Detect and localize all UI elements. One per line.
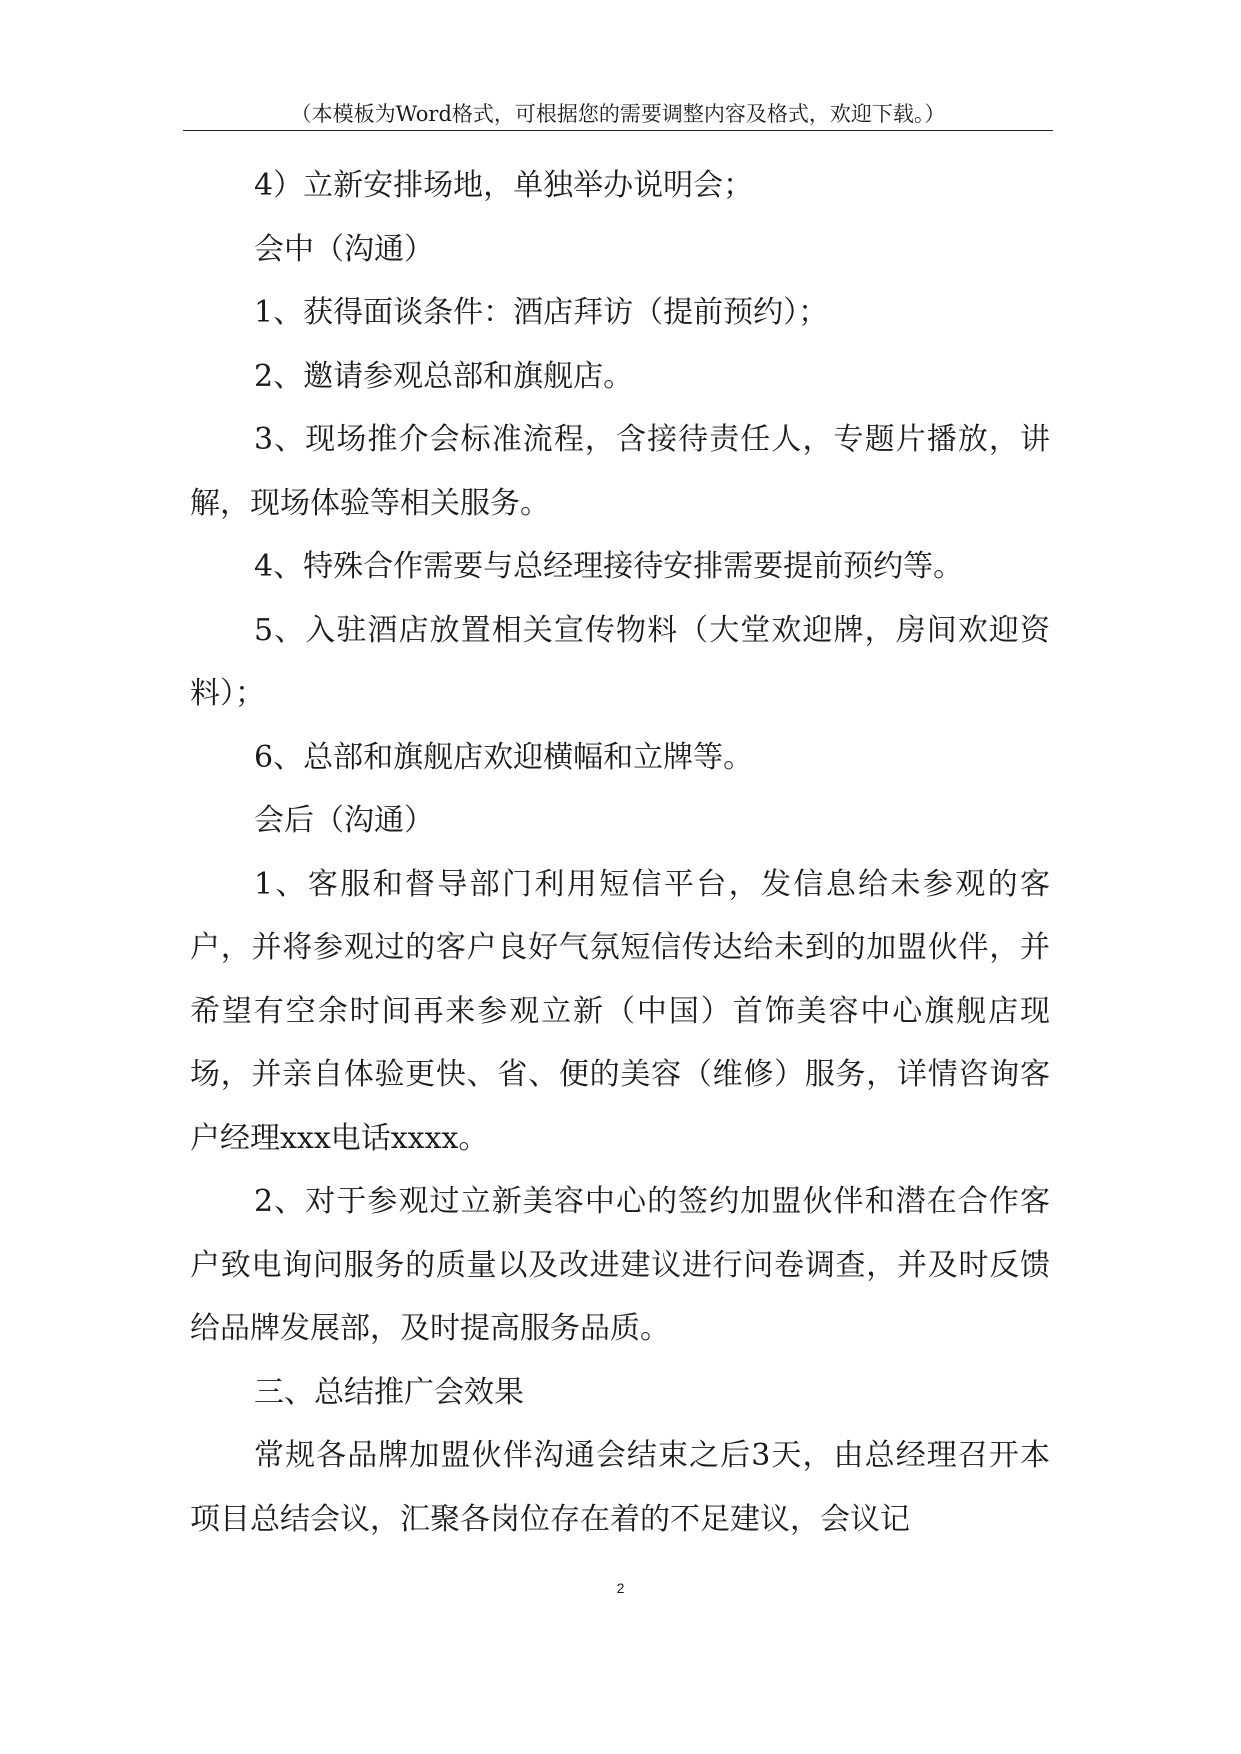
paragraph-interview-conditions: 1、获得面谈条件：酒店拜访（提前预约）； [254,295,829,330]
document-body [190,154,1050,1551]
paragraph-invite-visit: 2、邀请参观总部和旗舰店。 [254,358,634,394]
paragraph-welcome-banners: 6、总部和旗舰店欢迎横幅和立牌等。 [254,739,754,775]
document-header-note: （本模板为Word格式，可根据您的需要调整内容及格式，欢迎下载。） [290,102,946,126]
paragraph-survey: 2、对于参观过立新美容中心的签约加盟伙伴和潜在合作客户致电询问服务的质量以及改进建议进行问卷调查，并及时反馈给品牌发展部，及时提高服务品质。 [190,1184,1050,1346]
paragraph-venue-arrangement: 4）立新安排场地，单独举办说明会； [254,168,754,203]
paragraph-hotel-materials: 5、入驻酒店放置相关宣传物料（大堂欢迎牌，房间欢迎资料）； [190,612,1050,711]
paragraph-sms-followup: 1、客服和督导部门利用短信平台，发信息给未参观的客户，并将参观过的客户良好气氛短信传达给未到的加盟伙伴，并希望有空余时间再来参观立新（中国）首饰美容中心旗舰店现场，并亲自体验更快、省、便的美容（维修）服务，详情咨询客户经理xxx电话xxxx。 [190,866,1050,1156]
section-heading-summary: 三、总结推广会效果 [254,1374,524,1410]
header-divider [183,130,1053,131]
paragraph-special-cooperation: 4、特殊合作需要与总经理接待安排需要提前预约等。 [254,549,964,584]
page-number: 2 [616,1580,625,1596]
paragraph-standard-process: 3、现场推介会标准流程，含接待责任人，专题片播放，讲解，现场体验等相关服务。 [190,422,1050,521]
paragraph-summary-meeting: 常规各品牌加盟伙伴沟通会结束之后3天，由总经理召开本项目总结会议，汇聚各岗位存在着的不足建议，会议记 [190,1438,1050,1537]
section-heading-during-meeting: 会中（沟通） [254,231,434,267]
section-heading-after-meeting: 会后（沟通） [254,803,434,838]
